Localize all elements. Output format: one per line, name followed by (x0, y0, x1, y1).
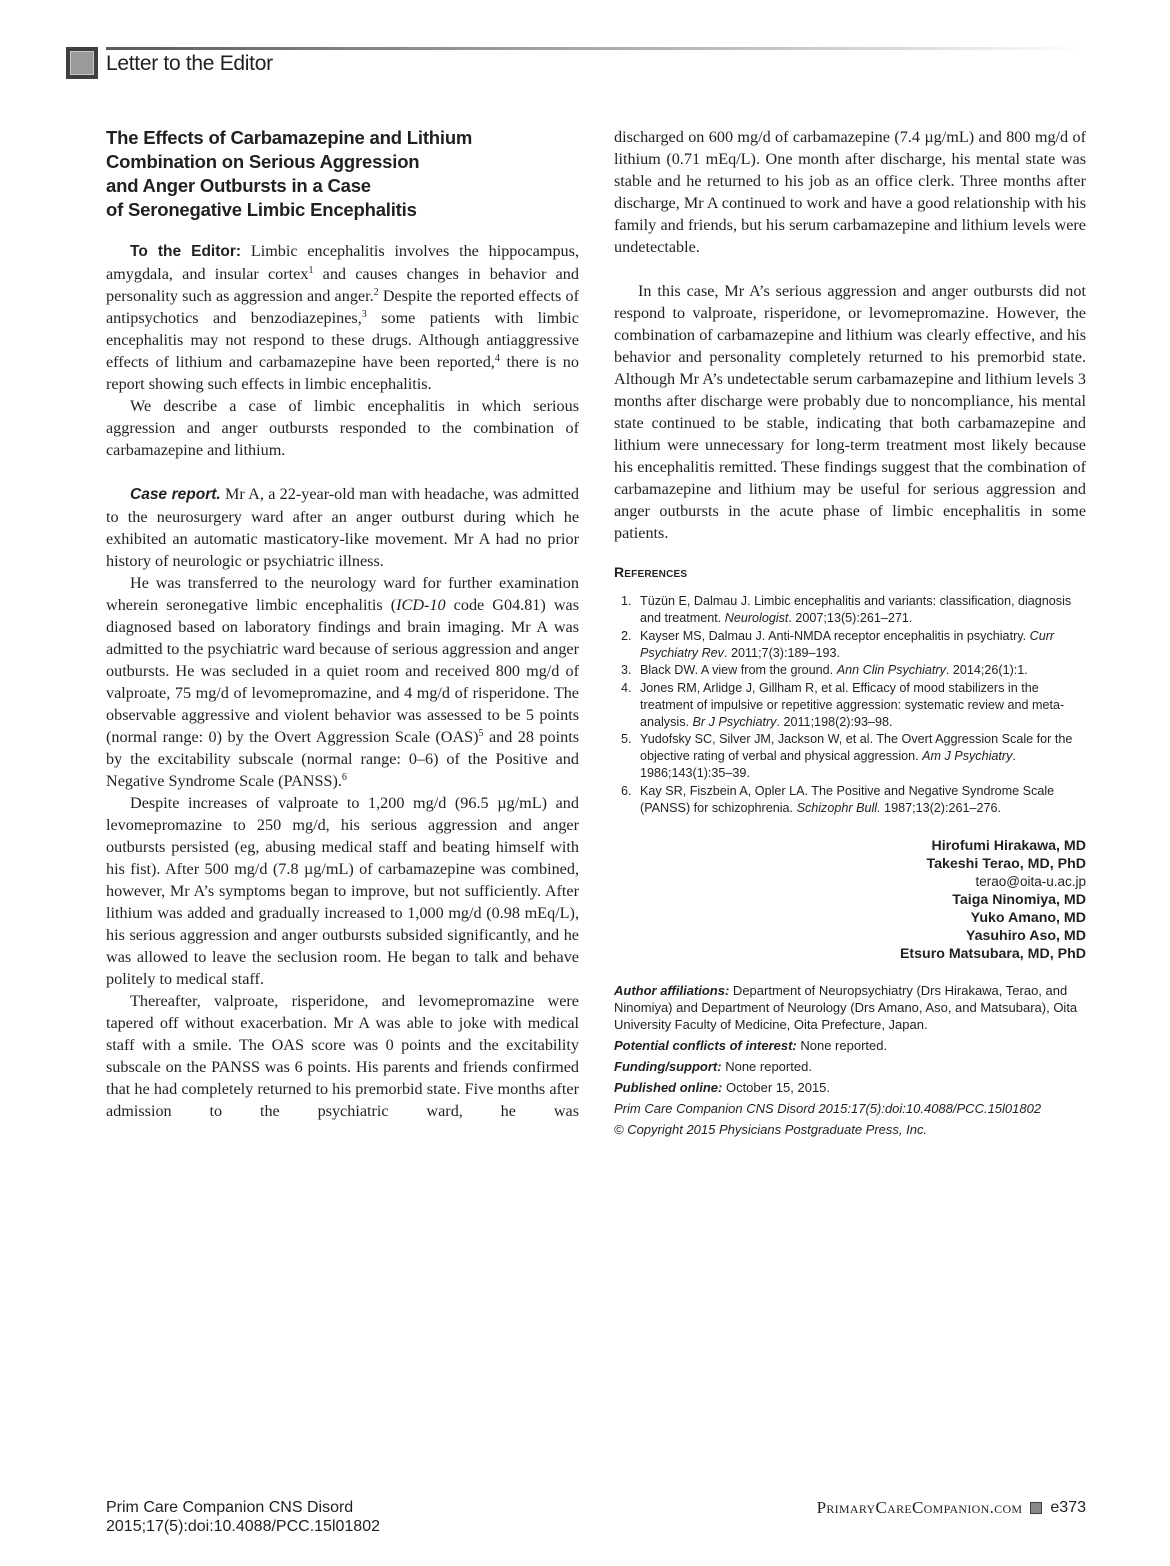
page-number: e373 (1050, 1499, 1086, 1516)
references-list (614, 593, 1086, 817)
to-the-editor-lead-in: To the Editor: (130, 243, 242, 260)
footer-journal-citation: Prim Care Companion CNS Disord 2015;17(5):doi:10.4088/PCC.15l01802 (106, 1499, 380, 1535)
conflicts-of-interest: Potential conflicts of interest: None reported. (614, 1037, 888, 1053)
author-name: Yuko Amano, MD (970, 909, 1086, 926)
author-name: Etsuro Matsubara, MD, PhD (899, 945, 1086, 962)
section-label: Letter to the Editor (106, 52, 273, 75)
header-rule (106, 47, 1086, 50)
right-body (614, 126, 1086, 544)
citation-sup[interactable]: 6 (341, 772, 347, 783)
author-name: Yasuhiro Aso, MD (965, 927, 1086, 944)
footer-right (817, 1498, 1086, 1518)
intro-section (106, 240, 579, 1122)
right-column (614, 126, 1086, 1142)
reference-item[interactable]: 3. Black DW. A view from the ground. Ann Clin Psychiatry. 2014;26(1):1. (621, 663, 1028, 677)
reference-item[interactable]: 4. Jones RM, Arlidge J, Gillham R, et al. Efficacy of mood stabilizers in the treatment of impulsive or repetitive aggression: systematic review and meta-analysis. Br J Psychiatry. 2011;198(2):93–98. (621, 680, 1065, 729)
citation-sup[interactable]: 2 (373, 287, 379, 298)
author-email-link[interactable]: terao@oita-u.ac.jp (975, 873, 1086, 889)
intro-paragraph-1: To the Editor: Limbic encephalitis involves the hippocampus, amygdala, and insular cortex$^1$ and causes changes in behavior and personality such as aggression and anger.$^2$ Despite the reported effects of antipsychotics and benzodiazepines,$^3$ some patients with limbic encephalitis may not respond to these drugs. Although antiaggressive effects of lithium and carbamazepine have been reported,$^4$ there is no report showing such effects in limbic encephalitis. (106, 242, 579, 393)
citation-sup[interactable]: 1 (308, 265, 314, 276)
reference-item[interactable]: 1. Tüzün E, Dalmau J. Limbic encephalitis and variants: classification, diagnosis and treatment. Neurologist. 2007;13(5):261–271. (621, 594, 1072, 625)
case-report-paragraph-2: He was transferred to the neurology ward for further examination wherein seronegative limbic encephalitis (ICD-10 code G04.81) was diagnosed based on laboratory findings and brain imaging. Mr A was admitted to the psychiatric ward because of serious aggression and anger outbursts. He was secluded in a quiet room and received 800 mg/d of valproate, 75 mg/d of levomepromazine, and 4 mg/d of risperidone. The observable aggressive and violent behavior was assessed to be 5 points (normal range: 0) by the Overt Aggression Scale (OAS)$^5$ and 28 points by the excitability subscale (normal range: 0–6) of the Positive and Negative Syndrome Scale (PANSS).$^6$ (106, 574, 580, 790)
website-link[interactable]: PrimaryCareCompanion.com (816, 1498, 1023, 1517)
case-report-lead-in: Case report. (130, 486, 221, 503)
references-heading: References (614, 564, 688, 580)
article-metadata (614, 982, 1086, 1138)
reference-item[interactable]: 6. Kay SR, Fiszbein A, Opler LA. The Positive and Negative Syndrome Scale (PANSS) for schizophrenia. Schizophr Bull. 1987;13(2):261–276. (621, 783, 1055, 815)
published-online: Published online: October 15, 2015. (614, 1079, 831, 1095)
copyright-notice: © Copyright 2015 Physicians Postgraduate Press, Inc. (614, 1121, 928, 1137)
reference-item[interactable]: 2. Kayser MS, Dalmau J. Anti-NMDA receptor encephalitis in psychiatry. Curr Psychiatry Rev. 2011;7(3):189–193. (621, 628, 1055, 660)
intro-paragraph-2: We describe a case of limbic encephalitis in which serious aggression and anger outbursts responded to the combination of carbamazepine and lithium. (106, 397, 579, 459)
author-affiliations: Author affiliations: Department of Neuropsychiatry (Drs Hirakawa, Terao, and Ninomiya) and Department of Neurology (Drs Amano, Aso, and Matsubara), Oita University Faculty of Medicine, Oita Prefecture, Japan. (614, 982, 1078, 1032)
separator-square-icon (1030, 1502, 1042, 1514)
case-report-paragraph-4: Thereafter, valproate, risperidone, and levomepromazine were tapered off without exacerbation. Mr A was able to joke with medical staff with a smile. The OAS score was 0 points and the excitability subscale on the PANSS was 6 points. His parents and friends confirmed that he had completely returned to his premorbid state. Five months after admission to the psychiatric ward, he was (106, 992, 579, 1120)
section-square-icon (66, 47, 98, 79)
case-report-paragraph-1: Case report. Mr A, a 22-year-old man with headache, was admitted to the neurosurgery ward after an anger outburst during which he exhibited an automatic masticatory-like movement. Mr A had no prior history of neurologic or psychiatric illness. (106, 485, 580, 570)
discussion-paragraph: In this case, Mr A’s serious aggression and anger outbursts did not respond to valproate, risperidone, or levomepromazine. However, the combination of carbamazepine and lithium was clearly effective, and his behavior and personality completely returned to his premorbid state. Although Mr A’s undetectable serum carbamazepine and lithium levels 3 months after discharge were probably due to noncompliance, his mental state continued to be stable, indicating that both carbamazepine and lithium were unnecessary for long-term treatment most likely because his encephalitis remitted. These findings suggest that the combination of carbamazepine and lithium may be useful for serious aggression and anger outbursts in the acute phase of limbic encephalitis in some patients. (614, 282, 1086, 542)
citation-sup[interactable]: 4 (494, 353, 500, 364)
case-report-paragraph-4-continued: discharged on 600 mg/d of carbamazepine (7.4 µg/mL) and 800 mg/d of lithium (0.71 mEq/L). One month after discharge, his mental state was stable and he returned to his job as an office clerk. Three months after discharge, Mr A continued to work and have a good relationship with his family and friends, but his serum carbamazepine and lithium levels were undetectable. (614, 128, 1086, 256)
left-column (106, 126, 579, 1122)
citation-sup[interactable]: 3 (361, 309, 367, 320)
author-name: Taiga Ninomiya, MD (952, 891, 1086, 908)
citation-sup[interactable]: 5 (478, 728, 484, 739)
funding-support: Funding/support: None reported. (614, 1058, 812, 1074)
author-list (614, 837, 1086, 963)
case-report-paragraph-3: Despite increases of valproate to 1,200 mg/d (96.5 µg/mL) and levomepromazine to 250 mg/d, his serious aggression and anger outbursts persisted (eg, abusing medical staff and beating himself with his fist). After 500 mg/d (7.8 µg/mL) of carbamazepine was combined, however, Mr A’s symptoms began to improve, but not sufficiently. After lithium was added and gradually increased to 1,000 mg/d (0.98 mEq/L), his serious aggression and anger outbursts subsided significantly, and he was allowed to leave the seclusion room. He began to talk and behave politely to medical staff. (106, 794, 579, 988)
article-title: The Effects of Carbamazepine and Lithium Combination on Serious Aggression and Anger Outbursts in a Case of Seronegative Limbic Encephalitis (106, 127, 473, 220)
author-name: Takeshi Terao, MD, PhD (926, 855, 1086, 872)
citation-doi: Prim Care Companion CNS Disord 2015:17(5):doi:10.4088/PCC.15l01802 (614, 1100, 1042, 1116)
author-name: Hirofumi Hirakawa, MD (931, 837, 1086, 854)
reference-item[interactable]: 5. Yudofsky SC, Silver JM, Jackson W, et al. The Overt Aggression Scale for the objective rating of verbal and physical aggression. Am J Psychiatry. 1986;143(1):35–39. (621, 732, 1073, 780)
